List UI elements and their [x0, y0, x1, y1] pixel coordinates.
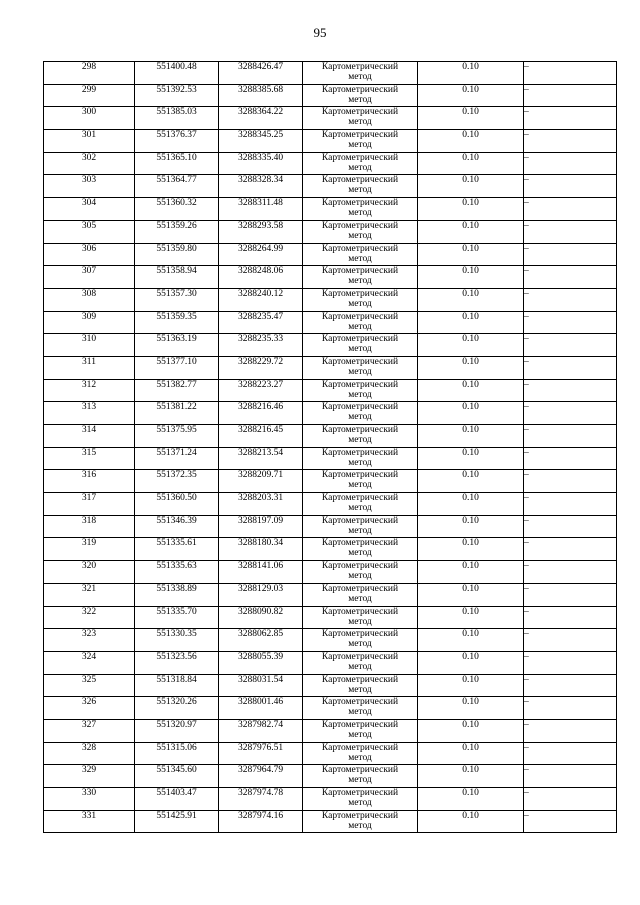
- method-cell: [303, 651, 418, 674]
- note-cell: –: [524, 175, 617, 198]
- method-cell: [303, 198, 418, 221]
- table-row: [44, 62, 617, 85]
- accuracy-cell: 0.10: [418, 719, 524, 742]
- note-cell: –: [524, 220, 617, 243]
- y-coordinate-cell: 3288055.39: [219, 651, 303, 674]
- point-number-cell: 308: [44, 288, 135, 311]
- accuracy-cell: 0.10: [418, 130, 524, 153]
- x-coordinate-cell: 551335.70: [135, 606, 219, 629]
- table-row: [44, 583, 617, 606]
- note-cell: –: [524, 493, 617, 516]
- method-cell: [303, 719, 418, 742]
- accuracy-cell: 0.10: [418, 62, 524, 85]
- note-cell: –: [524, 674, 617, 697]
- y-coordinate-cell: 3287974.78: [219, 788, 303, 811]
- method-text: Картометрический метод: [321, 742, 399, 763]
- page-number: 95: [313, 25, 327, 40]
- y-coordinate-cell: 3288180.34: [219, 538, 303, 561]
- note-cell: –: [524, 561, 617, 584]
- x-coordinate-cell: 551359.80: [135, 243, 219, 266]
- accuracy-cell: 0.10: [418, 425, 524, 448]
- table-row: [44, 538, 617, 561]
- method-text: Картометрический метод: [321, 84, 399, 105]
- point-number-cell: 319: [44, 538, 135, 561]
- note-cell: –: [524, 606, 617, 629]
- x-coordinate-cell: 551360.32: [135, 198, 219, 221]
- table-row: [44, 719, 617, 742]
- point-number-cell: 330: [44, 788, 135, 811]
- method-cell: [303, 107, 418, 130]
- table-row: [44, 651, 617, 674]
- note-cell: –: [524, 515, 617, 538]
- accuracy-cell: 0.10: [418, 788, 524, 811]
- y-coordinate-cell: 3288209.71: [219, 470, 303, 493]
- accuracy-cell: 0.10: [418, 470, 524, 493]
- method-cell: [303, 152, 418, 175]
- accuracy-cell: 0.10: [418, 334, 524, 357]
- table-row: [44, 810, 617, 833]
- method-text: Картометрический метод: [321, 334, 399, 355]
- point-number-cell: 325: [44, 674, 135, 697]
- method-text: Картометрический метод: [321, 425, 399, 445]
- y-coordinate-cell: 3288328.34: [219, 175, 303, 198]
- method-cell: [303, 629, 418, 652]
- method-text: Картометрический метод: [321, 356, 399, 377]
- point-number-cell: 321: [44, 583, 135, 606]
- y-coordinate-cell: 3288426.47: [219, 62, 303, 85]
- method-cell: [303, 288, 418, 311]
- y-coordinate-cell: 3288235.47: [219, 311, 303, 334]
- table-row: [44, 84, 617, 107]
- table-row: [44, 379, 617, 402]
- table-row: [44, 742, 617, 765]
- point-number-cell: 302: [44, 152, 135, 175]
- point-number-cell: 318: [44, 515, 135, 538]
- method-text: Картометрический метод: [321, 697, 399, 718]
- table-row: [44, 152, 617, 175]
- method-cell: [303, 62, 418, 85]
- accuracy-cell: 0.10: [418, 175, 524, 198]
- accuracy-cell: 0.10: [418, 810, 524, 833]
- method-cell: [303, 765, 418, 788]
- method-cell: [303, 810, 418, 833]
- table-row: [44, 220, 617, 243]
- note-cell: –: [524, 288, 617, 311]
- table-row: [44, 788, 617, 811]
- accuracy-cell: 0.10: [418, 356, 524, 379]
- x-coordinate-cell: 551375.95: [135, 425, 219, 448]
- y-coordinate-cell: 3288335.40: [219, 152, 303, 175]
- method-cell: [303, 742, 418, 765]
- accuracy-cell: 0.10: [418, 288, 524, 311]
- point-number-cell: 301: [44, 130, 135, 153]
- note-cell: –: [524, 765, 617, 788]
- y-coordinate-cell: 3288248.06: [219, 266, 303, 289]
- y-coordinate-cell: 3288001.46: [219, 697, 303, 720]
- point-number-cell: 298: [44, 62, 135, 85]
- method-cell: [303, 447, 418, 470]
- x-coordinate-cell: 551359.26: [135, 220, 219, 243]
- method-cell: [303, 788, 418, 811]
- accuracy-cell: 0.10: [418, 765, 524, 788]
- method-text: Картометрический метод: [321, 810, 399, 831]
- method-cell: [303, 130, 418, 153]
- point-number-cell: 323: [44, 629, 135, 652]
- x-coordinate-cell: 551320.26: [135, 697, 219, 720]
- table-row: [44, 334, 617, 357]
- note-cell: –: [524, 470, 617, 493]
- accuracy-cell: 0.10: [418, 220, 524, 243]
- table-row: [44, 606, 617, 629]
- table-row: [44, 311, 617, 334]
- method-text: Картометрический метод: [321, 561, 399, 582]
- x-coordinate-cell: 551364.77: [135, 175, 219, 198]
- method-text: Картометрический метод: [321, 493, 399, 514]
- method-cell: [303, 470, 418, 493]
- point-number-cell: 329: [44, 765, 135, 788]
- accuracy-cell: 0.10: [418, 515, 524, 538]
- method-cell: [303, 311, 418, 334]
- accuracy-cell: 0.10: [418, 606, 524, 629]
- note-cell: –: [524, 198, 617, 221]
- note-cell: –: [524, 538, 617, 561]
- y-coordinate-cell: 3288240.12: [219, 288, 303, 311]
- method-text: Картометрический метод: [321, 152, 399, 173]
- x-coordinate-cell: 551377.10: [135, 356, 219, 379]
- y-coordinate-cell: 3288090.82: [219, 606, 303, 629]
- table-row: [44, 266, 617, 289]
- point-number-cell: 309: [44, 311, 135, 334]
- x-coordinate-cell: 551392.53: [135, 84, 219, 107]
- method-cell: [303, 493, 418, 516]
- note-cell: –: [524, 243, 617, 266]
- table-row: [44, 470, 617, 493]
- y-coordinate-cell: 3288197.09: [219, 515, 303, 538]
- method-text: Картометрический метод: [321, 515, 399, 536]
- method-text: Картометрический метод: [321, 629, 399, 650]
- coordinates-table: [43, 61, 617, 833]
- table-row: [44, 697, 617, 720]
- accuracy-cell: 0.10: [418, 697, 524, 720]
- accuracy-cell: 0.10: [418, 311, 524, 334]
- note-cell: –: [524, 719, 617, 742]
- note-cell: –: [524, 425, 617, 448]
- point-number-cell: 313: [44, 402, 135, 425]
- y-coordinate-cell: 3288223.27: [219, 379, 303, 402]
- note-cell: –: [524, 130, 617, 153]
- y-coordinate-cell: 3287982.74: [219, 719, 303, 742]
- point-number-cell: 307: [44, 266, 135, 289]
- accuracy-cell: 0.10: [418, 674, 524, 697]
- point-number-cell: 324: [44, 651, 135, 674]
- x-coordinate-cell: 551315.06: [135, 742, 219, 765]
- method-text: Картометрический метод: [321, 266, 399, 287]
- method-text: Картометрический метод: [321, 470, 399, 491]
- point-number-cell: 326: [44, 697, 135, 720]
- method-text: Картометрический метод: [321, 583, 399, 604]
- accuracy-cell: 0.10: [418, 447, 524, 470]
- accuracy-cell: 0.10: [418, 493, 524, 516]
- method-cell: [303, 515, 418, 538]
- y-coordinate-cell: 3288213.54: [219, 447, 303, 470]
- note-cell: –: [524, 651, 617, 674]
- method-text: Картометрический метод: [321, 447, 399, 468]
- note-cell: –: [524, 583, 617, 606]
- point-number-cell: 310: [44, 334, 135, 357]
- note-cell: –: [524, 334, 617, 357]
- table-row: [44, 288, 617, 311]
- method-cell: [303, 220, 418, 243]
- method-text: Картометрический метод: [321, 788, 399, 808]
- method-cell: [303, 561, 418, 584]
- point-number-cell: 306: [44, 243, 135, 266]
- table-row: [44, 447, 617, 470]
- table-row: [44, 425, 617, 448]
- accuracy-cell: 0.10: [418, 651, 524, 674]
- y-coordinate-cell: 3288216.45: [219, 425, 303, 448]
- note-cell: –: [524, 152, 617, 175]
- accuracy-cell: 0.10: [418, 379, 524, 402]
- accuracy-cell: 0.10: [418, 538, 524, 561]
- method-text: Картометрический метод: [321, 130, 399, 151]
- note-cell: –: [524, 810, 617, 833]
- point-number-cell: 322: [44, 606, 135, 629]
- y-coordinate-cell: 3288216.46: [219, 402, 303, 425]
- method-cell: [303, 606, 418, 629]
- y-coordinate-cell: 3288031.54: [219, 674, 303, 697]
- y-coordinate-cell: 3288364.22: [219, 107, 303, 130]
- method-cell: [303, 266, 418, 289]
- accuracy-cell: 0.10: [418, 243, 524, 266]
- x-coordinate-cell: 551371.24: [135, 447, 219, 470]
- y-coordinate-cell: 3288129.03: [219, 583, 303, 606]
- point-number-cell: 316: [44, 470, 135, 493]
- method-text: Картометрический метод: [321, 379, 399, 400]
- table-row: [44, 198, 617, 221]
- method-text: Картометрический метод: [321, 402, 399, 423]
- x-coordinate-cell: 551382.77: [135, 379, 219, 402]
- x-coordinate-cell: 551330.35: [135, 629, 219, 652]
- y-coordinate-cell: 3288203.31: [219, 493, 303, 516]
- method-text: Картометрический метод: [321, 651, 399, 672]
- y-coordinate-cell: 3288141.06: [219, 561, 303, 584]
- method-text: Картометрический метод: [321, 311, 399, 332]
- method-text: Картометрический метод: [321, 288, 399, 309]
- table-row: [44, 561, 617, 584]
- table-row: [44, 107, 617, 130]
- method-cell: [303, 175, 418, 198]
- table-row: [44, 493, 617, 516]
- x-coordinate-cell: 551363.19: [135, 334, 219, 357]
- point-number-cell: 311: [44, 356, 135, 379]
- method-cell: [303, 334, 418, 357]
- method-cell: [303, 583, 418, 606]
- accuracy-cell: 0.10: [418, 84, 524, 107]
- note-cell: –: [524, 62, 617, 85]
- point-number-cell: 314: [44, 425, 135, 448]
- note-cell: –: [524, 402, 617, 425]
- note-cell: –: [524, 356, 617, 379]
- point-number-cell: 300: [44, 107, 135, 130]
- y-coordinate-cell: 3288062.85: [219, 629, 303, 652]
- method-cell: [303, 402, 418, 425]
- x-coordinate-cell: 551345.60: [135, 765, 219, 788]
- accuracy-cell: 0.10: [418, 152, 524, 175]
- y-coordinate-cell: 3288385.68: [219, 84, 303, 107]
- note-cell: –: [524, 266, 617, 289]
- x-coordinate-cell: 551346.39: [135, 515, 219, 538]
- table-row: [44, 130, 617, 153]
- accuracy-cell: 0.10: [418, 107, 524, 130]
- note-cell: –: [524, 629, 617, 652]
- coordinates-table-body: [44, 62, 617, 833]
- table-row: [44, 402, 617, 425]
- method-text: Картометрический метод: [321, 606, 399, 627]
- point-number-cell: 320: [44, 561, 135, 584]
- note-cell: –: [524, 379, 617, 402]
- accuracy-cell: 0.10: [418, 198, 524, 221]
- method-cell: [303, 356, 418, 379]
- method-text: Картометрический метод: [321, 107, 399, 128]
- x-coordinate-cell: 551360.50: [135, 493, 219, 516]
- y-coordinate-cell: 3287974.16: [219, 810, 303, 833]
- note-cell: –: [524, 311, 617, 334]
- point-number-cell: 317: [44, 493, 135, 516]
- y-coordinate-cell: 3288345.25: [219, 130, 303, 153]
- y-coordinate-cell: 3288229.72: [219, 356, 303, 379]
- table-row: [44, 765, 617, 788]
- method-cell: [303, 425, 418, 448]
- x-coordinate-cell: 551323.56: [135, 651, 219, 674]
- y-coordinate-cell: 3287964.79: [219, 765, 303, 788]
- point-number-cell: 299: [44, 84, 135, 107]
- x-coordinate-cell: 551318.84: [135, 674, 219, 697]
- table-row: [44, 515, 617, 538]
- accuracy-cell: 0.10: [418, 629, 524, 652]
- note-cell: –: [524, 84, 617, 107]
- x-coordinate-cell: 551335.61: [135, 538, 219, 561]
- y-coordinate-cell: 3288293.58: [219, 220, 303, 243]
- accuracy-cell: 0.10: [418, 402, 524, 425]
- y-coordinate-cell: 3288311.48: [219, 198, 303, 221]
- table-row: [44, 629, 617, 652]
- x-coordinate-cell: 551425.91: [135, 810, 219, 833]
- point-number-cell: 328: [44, 742, 135, 765]
- method-text: Картометрический метод: [321, 765, 399, 786]
- method-cell: [303, 538, 418, 561]
- x-coordinate-cell: 551400.48: [135, 62, 219, 85]
- accuracy-cell: 0.10: [418, 561, 524, 584]
- x-coordinate-cell: 551385.03: [135, 107, 219, 130]
- note-cell: –: [524, 107, 617, 130]
- table-row: [44, 356, 617, 379]
- method-text: Картометрический метод: [321, 198, 399, 219]
- note-cell: –: [524, 742, 617, 765]
- method-cell: [303, 697, 418, 720]
- x-coordinate-cell: 551335.63: [135, 561, 219, 584]
- x-coordinate-cell: 551376.37: [135, 130, 219, 153]
- method-text: Картометрический метод: [321, 62, 399, 82]
- point-number-cell: 315: [44, 447, 135, 470]
- point-number-cell: 331: [44, 810, 135, 833]
- method-cell: [303, 243, 418, 266]
- point-number-cell: 303: [44, 175, 135, 198]
- method-text: Картометрический метод: [321, 538, 399, 559]
- x-coordinate-cell: 551358.94: [135, 266, 219, 289]
- method-cell: [303, 674, 418, 697]
- accuracy-cell: 0.10: [418, 266, 524, 289]
- x-coordinate-cell: 551359.35: [135, 311, 219, 334]
- table-row: [44, 175, 617, 198]
- y-coordinate-cell: 3288264.99: [219, 243, 303, 266]
- point-number-cell: 305: [44, 220, 135, 243]
- x-coordinate-cell: 551320.97: [135, 719, 219, 742]
- accuracy-cell: 0.10: [418, 742, 524, 765]
- y-coordinate-cell: 3287976.51: [219, 742, 303, 765]
- table-row: [44, 243, 617, 266]
- x-coordinate-cell: 551338.89: [135, 583, 219, 606]
- method-text: Картометрический метод: [321, 175, 399, 196]
- point-number-cell: 327: [44, 719, 135, 742]
- x-coordinate-cell: 551365.10: [135, 152, 219, 175]
- y-coordinate-cell: 3288235.33: [219, 334, 303, 357]
- point-number-cell: 312: [44, 379, 135, 402]
- method-text: Картометрический метод: [321, 220, 399, 241]
- note-cell: –: [524, 447, 617, 470]
- x-coordinate-cell: 551357.30: [135, 288, 219, 311]
- note-cell: –: [524, 697, 617, 720]
- method-text: Картометрический метод: [321, 674, 399, 695]
- accuracy-cell: 0.10: [418, 583, 524, 606]
- table-row: [44, 674, 617, 697]
- point-number-cell: 304: [44, 198, 135, 221]
- x-coordinate-cell: 551381.22: [135, 402, 219, 425]
- method-text: Картометрический метод: [321, 243, 399, 264]
- x-coordinate-cell: 551403.47: [135, 788, 219, 811]
- method-cell: [303, 84, 418, 107]
- method-text: Картометрический метод: [321, 719, 399, 740]
- x-coordinate-cell: 551372.35: [135, 470, 219, 493]
- note-cell: –: [524, 788, 617, 811]
- method-cell: [303, 379, 418, 402]
